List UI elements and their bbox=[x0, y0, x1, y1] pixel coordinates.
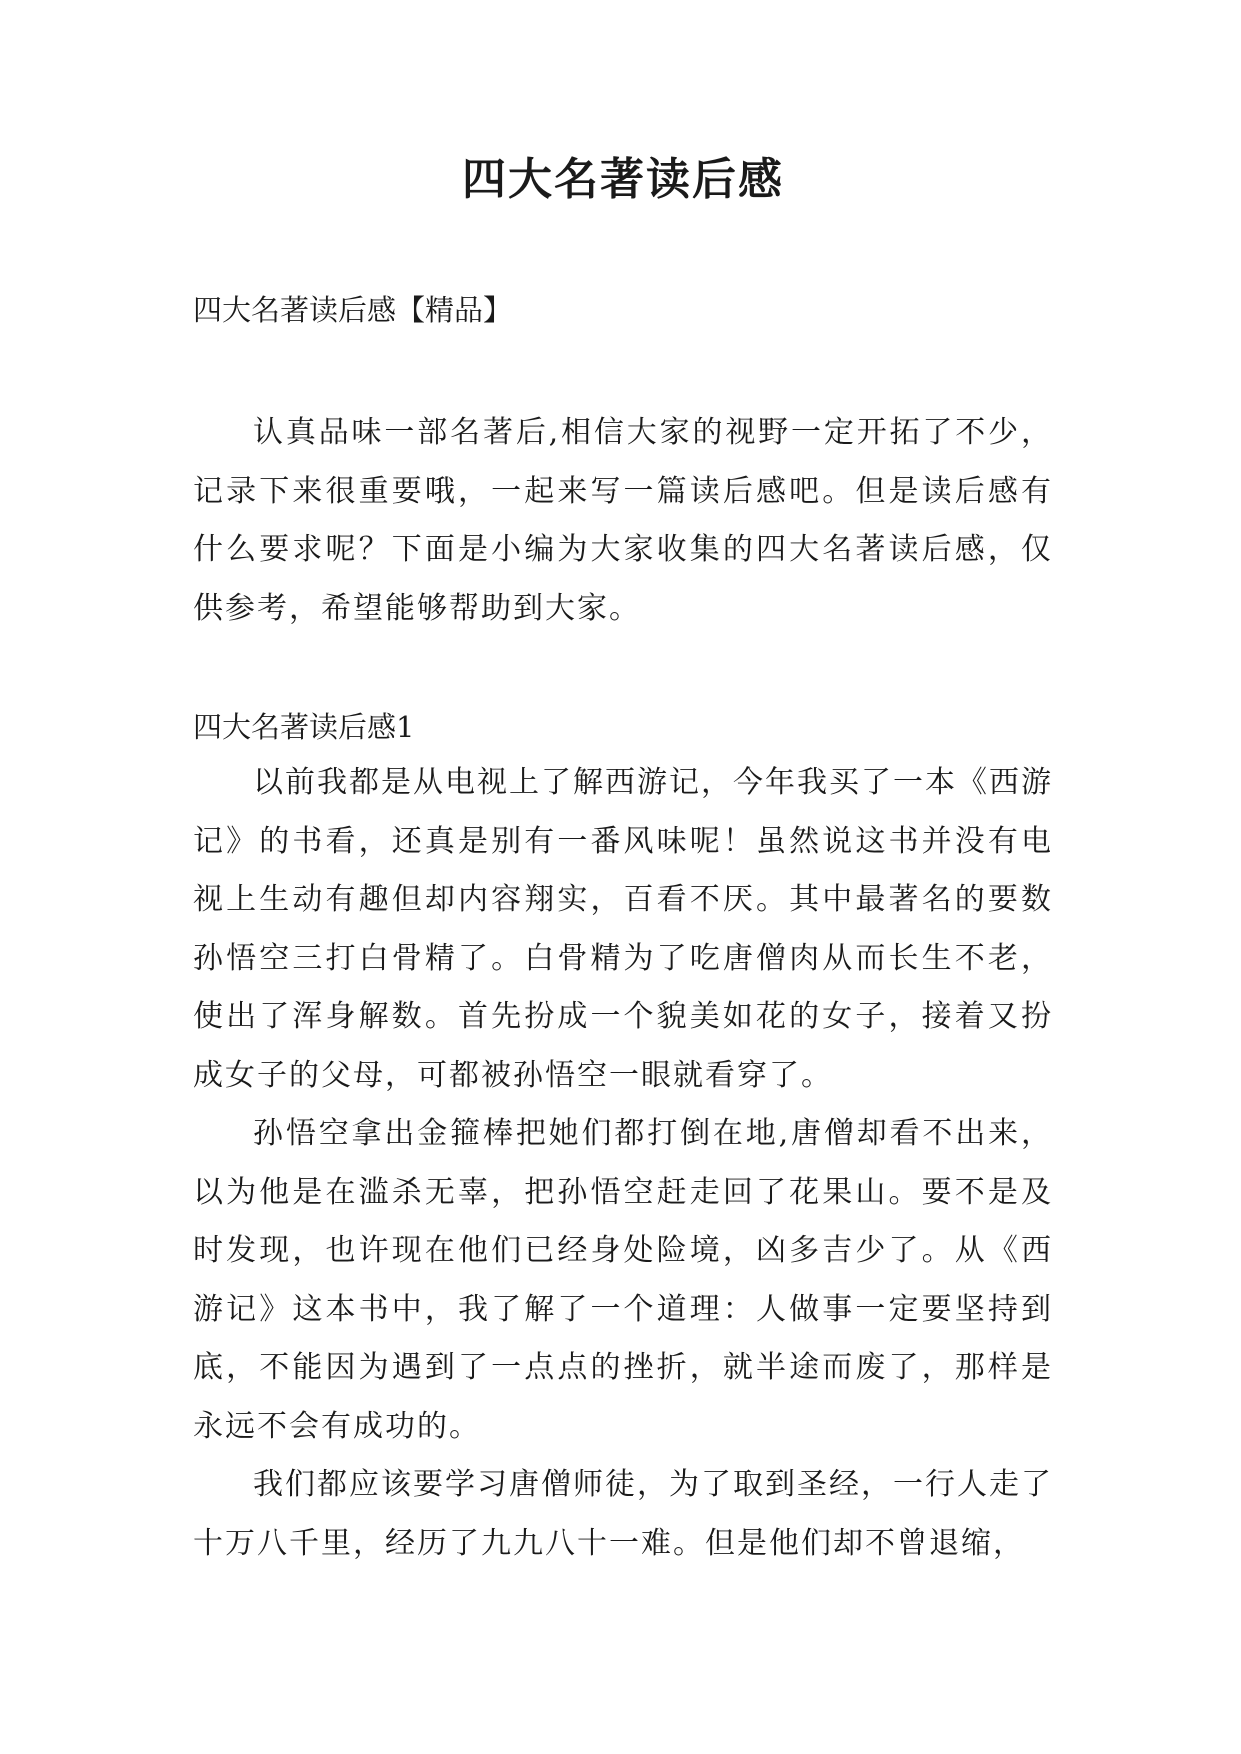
document-title: 四大名著读后感 bbox=[462, 154, 784, 205]
intro-paragraph: 认真品味一部名著后,相信大家的视野一定开拓了不少，记录下来很重要哦，一起来写一篇读后感吧。但是读后感有什么要求呢？下面是小编为大家收集的四大名著读后感，仅供参考，希望能够帮助到大家。 bbox=[193, 415, 1053, 626]
section-body bbox=[193, 754, 1053, 1573]
paragraph: 以前我都是从电视上了解西游记，今年我买了一本《西游记》的书看，还真是别有一番风味呢！虽然说这书并没有电视上生动有趣但却内容翔实，百看不厌。其中最著名的要数孙悟空三打白骨精了。白骨精为了吃唐僧肉从而长生不老，使出了浑身解数。首先扮成一个貌美如花的女子，接着又扮成女子的父母，可都被孙悟空一眼就看穿了。 bbox=[193, 765, 1053, 1093]
paragraph: 我们都应该要学习唐僧师徒，为了取到圣经，一行人走了十万八千里，经历了九九八十一难。但是他们却不曾退缩， bbox=[193, 1467, 1053, 1561]
section-heading: 四大名著读后感1 bbox=[193, 710, 415, 744]
paragraph: 孙悟空拿出金箍棒把她们都打倒在地,唐僧却看不出来，以为他是在滥杀无辜，把孙悟空赶走回了花果山。要不是及时发现，也许现在他们已经身处险境，凶多吉少了。从《西游记》这本书中，我了解了一个道理：人做事一定要坚持到底，不能因为遇到了一点点的挫折，就半途而废了，那样是永远不会有成功的。 bbox=[193, 1116, 1053, 1444]
document-subtitle: 四大名著读后感【精品】 bbox=[193, 293, 513, 327]
intro-section bbox=[193, 404, 1053, 638]
